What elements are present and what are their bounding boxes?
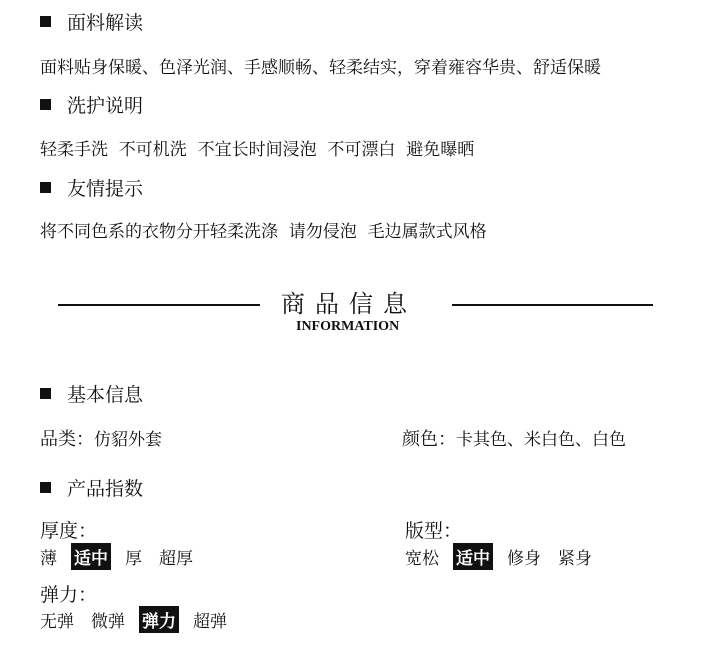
category-row (40, 425, 162, 451)
section-heading-index: 产品指数 (40, 474, 143, 501)
banner-title: 商品信息 (281, 290, 417, 318)
thickness-options (40, 543, 210, 570)
fabric-description: 面料贴身保暖、色泽光润、手感顺畅、轻柔结实，穿着雍容华贵、舒适保暖 (40, 58, 601, 78)
fit-option: 修身 (507, 549, 541, 569)
elasticity-option: 弹力 (139, 606, 179, 633)
square-bullet-icon (40, 482, 51, 493)
divider-right (452, 304, 653, 306)
divider-left (58, 304, 260, 306)
section-heading-fabric: 面料解读 (40, 8, 143, 35)
elasticity-option: 无弹 (40, 612, 74, 632)
banner-subtitle: INFORMATION (296, 319, 400, 334)
fit-label: 版型： (405, 520, 463, 542)
fit-option: 适中 (453, 543, 493, 570)
square-bullet-icon (40, 99, 51, 110)
category-label: 品类： (40, 429, 94, 450)
tips-text: 将不同色系的衣物分开轻柔洗涤 请勿侵泡 毛边属款式风格 (40, 222, 487, 242)
square-bullet-icon (40, 16, 51, 27)
care-instructions: 轻柔手洗 不可机洗 不宜长时间浸泡 不可漂白 避免曝晒 (40, 140, 475, 160)
color-value: 卡其色、米白色、白色 (456, 430, 626, 450)
category-value: 仿貂外套 (94, 430, 162, 450)
elasticity-label: 弹力： (40, 584, 98, 606)
color-row (402, 425, 626, 451)
fit-options (405, 543, 609, 570)
thickness-option: 超厚 (159, 549, 193, 569)
thickness-option: 薄 (40, 549, 57, 569)
square-bullet-icon (40, 182, 51, 193)
section-heading-basic: 基本信息 (40, 380, 143, 407)
elasticity-option: 超弹 (193, 612, 227, 632)
fit-option: 紧身 (558, 549, 592, 569)
thickness-option: 厚 (125, 549, 142, 569)
fit-option: 宽松 (405, 549, 439, 569)
thickness-label: 厚度： (40, 520, 98, 542)
elasticity-options (40, 606, 244, 633)
section-heading-care: 洗护说明 (40, 91, 143, 118)
square-bullet-icon (40, 388, 51, 399)
color-label: 颜色： (402, 429, 456, 450)
section-heading-tips: 友情提示 (40, 174, 143, 201)
elasticity-option: 微弹 (91, 612, 125, 632)
thickness-option: 适中 (71, 543, 111, 570)
